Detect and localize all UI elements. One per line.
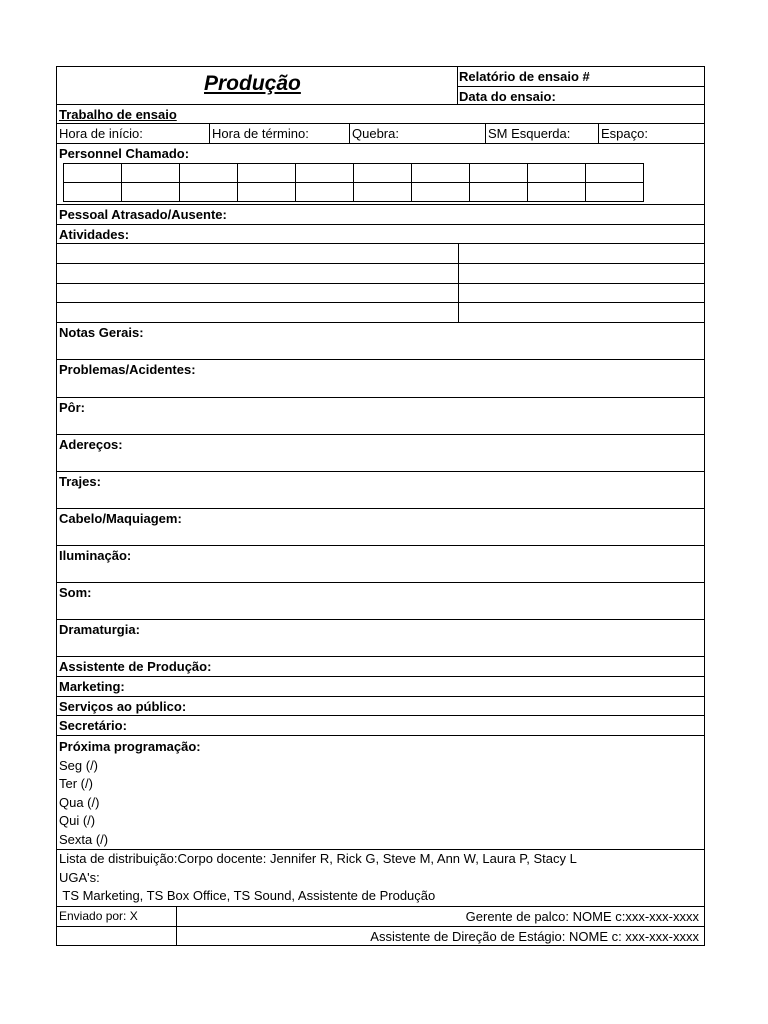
personnel-cell[interactable] — [296, 183, 354, 202]
activity-line[interactable] — [56, 244, 705, 264]
divider — [598, 124, 599, 143]
work-section-heading-row — [56, 105, 705, 124]
break-field[interactable]: Quebra: — [352, 126, 399, 141]
schedule-day: Qua (/) — [59, 794, 100, 810]
divider — [349, 124, 350, 143]
secretary-label: Secretário: — [59, 718, 127, 733]
personnel-row — [56, 144, 705, 205]
props-label: Adereços: — [59, 437, 123, 452]
divider — [485, 124, 486, 143]
distribution-uga-list: TS Marketing, TS Box Office, TS Sound, Assistente de Produção — [59, 888, 436, 903]
hair-makeup-label: Cabelo/Maquiagem: — [59, 511, 182, 526]
public-services-label: Serviços ao público: — [59, 699, 187, 714]
production-assistant-label: Assistente de Produção: — [59, 659, 212, 674]
footer-row-1 — [56, 907, 705, 927]
personnel-cell[interactable] — [122, 164, 180, 183]
personnel-cell[interactable] — [470, 183, 528, 202]
distribution-section — [56, 850, 705, 907]
late-absent-label: Pessoal Atrasado/Ausente: — [59, 207, 227, 222]
personnel-cell[interactable] — [64, 183, 122, 202]
marketing-section[interactable] — [56, 677, 705, 697]
props-section[interactable] — [56, 435, 705, 472]
late-absent-row[interactable] — [56, 205, 705, 225]
general-notes-label: Notas Gerais: — [59, 325, 144, 340]
personnel-cell[interactable] — [412, 183, 470, 202]
personnel-cell[interactable] — [64, 164, 122, 183]
personnel-cell[interactable] — [470, 164, 528, 183]
personnel-grid — [63, 163, 644, 202]
distribution-block — [59, 850, 577, 906]
activity-divider — [458, 264, 459, 283]
personnel-cell[interactable] — [180, 183, 238, 202]
costumes-section[interactable] — [56, 472, 705, 509]
production-assistant-section[interactable] — [56, 657, 705, 677]
divider — [176, 927, 177, 945]
activities-row — [56, 225, 705, 244]
activity-divider — [458, 244, 459, 263]
general-notes-section[interactable] — [56, 323, 705, 360]
page-title: Produção — [204, 72, 301, 95]
schedule-day: Seg (/) — [59, 757, 99, 773]
sound-section[interactable] — [56, 583, 705, 620]
report-date-cell[interactable] — [457, 87, 705, 106]
personnel-cell[interactable] — [412, 164, 470, 183]
start-time-field[interactable]: Hora de início: — [59, 126, 143, 141]
dramaturgy-section[interactable] — [56, 620, 705, 657]
activity-divider — [458, 303, 459, 322]
schedule-day: Ter (/) — [59, 776, 93, 792]
activity-line[interactable] — [56, 303, 705, 323]
costumes-label: Trajes: — [59, 474, 101, 489]
personnel-cell[interactable] — [354, 183, 412, 202]
secretary-section[interactable] — [56, 716, 705, 736]
lighting-section[interactable] — [56, 546, 705, 583]
rehearsal-report-form — [56, 66, 705, 946]
schedule-label: Próxima programação: — [59, 739, 201, 754]
distribution-faculty: Lista de distribuição:Corpo docente: Jennifer R, Rick G, Steve M, Ann W, Laura P, Stacy L — [59, 851, 577, 866]
report-date-label: Data do ensaio: — [459, 89, 556, 104]
personnel-cell[interactable] — [238, 183, 296, 202]
sm-left-field[interactable]: SM Esquerda: — [488, 126, 571, 141]
end-time-field[interactable]: Hora de término: — [212, 126, 309, 141]
assistant-director-contact: Assistente de Direção de Estágio: NOME c: xxx-xxx-xxxx — [370, 929, 699, 944]
lighting-label: Iluminação: — [59, 548, 132, 563]
time-fields-row — [56, 124, 705, 144]
distribution-uga-label: UGA's: — [59, 869, 100, 885]
sent-by-field[interactable]: Enviado por: X — [59, 909, 138, 923]
set-label: Pôr: — [59, 400, 85, 415]
hair-makeup-section[interactable] — [56, 509, 705, 546]
report-number-label: Relatório de ensaio # — [459, 69, 590, 84]
report-number-cell[interactable] — [457, 67, 705, 87]
personnel-cell[interactable] — [586, 164, 644, 183]
footer-row-2 — [56, 927, 705, 946]
work-section-heading: Trabalho de ensaio — [59, 107, 177, 122]
set-section[interactable] — [56, 398, 705, 435]
schedule-day: Sexta (/) — [59, 831, 109, 847]
dramaturgy-label: Dramaturgia: — [59, 622, 140, 637]
personnel-cell[interactable] — [296, 164, 354, 183]
sound-label: Som: — [59, 585, 92, 600]
personnel-cell[interactable] — [528, 183, 586, 202]
public-services-section[interactable] — [56, 697, 705, 716]
personnel-cell[interactable] — [354, 164, 412, 183]
stage-manager-contact: Gerente de palco: NOME c:xxx-xxx-xxxx — [465, 909, 699, 924]
activity-line[interactable] — [56, 264, 705, 284]
personnel-cell[interactable] — [180, 164, 238, 183]
marketing-label: Marketing: — [59, 679, 125, 694]
personnel-cell[interactable] — [122, 183, 180, 202]
activity-divider — [458, 284, 459, 302]
schedule-day: Qui (/) — [59, 813, 96, 829]
schedule-block — [59, 738, 201, 850]
divider — [176, 907, 177, 926]
header-info — [457, 67, 705, 104]
header-row — [56, 66, 705, 105]
space-field[interactable]: Espaço: — [601, 126, 648, 141]
personnel-label: Personnel Chamado: — [59, 146, 190, 161]
personnel-cell[interactable] — [586, 183, 644, 202]
personnel-cell[interactable] — [528, 164, 586, 183]
activity-line[interactable] — [56, 284, 705, 303]
next-schedule-section[interactable] — [56, 736, 705, 850]
divider — [209, 124, 210, 143]
personnel-cell[interactable] — [238, 164, 296, 183]
activities-label: Atividades: — [59, 227, 130, 242]
problems-section[interactable] — [56, 360, 705, 398]
problems-label: Problemas/Acidentes: — [59, 362, 196, 377]
